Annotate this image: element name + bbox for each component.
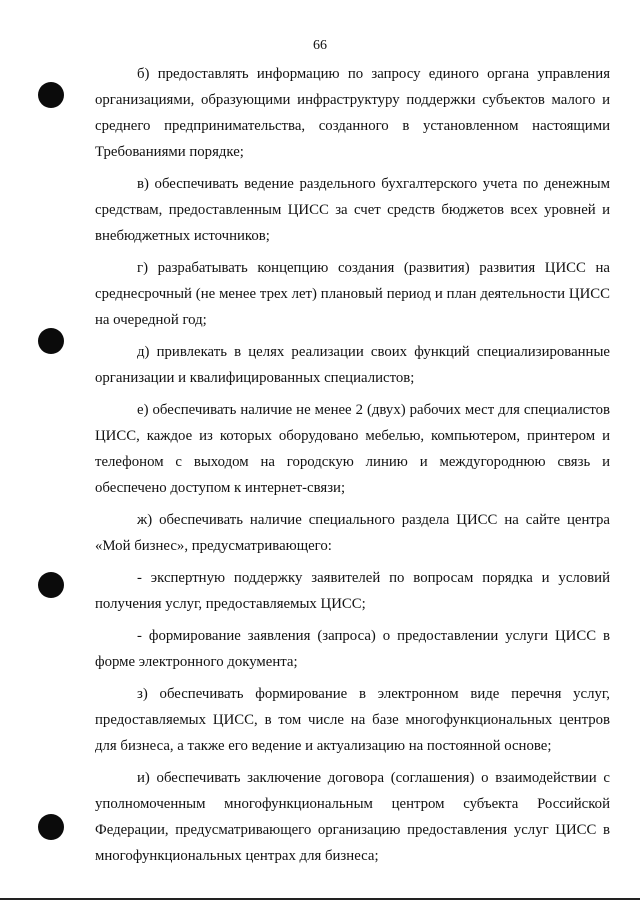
document-body — [95, 61, 610, 869]
paragraph-z: з) обеспечивать формирование в электронном виде перечня услуг, предоставляемых ЦИСС, в том числе на базе многофункциональных центров для бизнеса, а также его ведение и актуализацию на постоянной основе; — [95, 686, 610, 754]
paragraph-g: г) разрабатывать концепцию создания (развития) развития ЦИСС на среднесрочный (не менее трех лет) плановый период и план деятельности ЦИСС на очередной год; — [95, 260, 610, 328]
punch-hole-mark — [38, 814, 64, 840]
paragraph-d: д) привлекать в целях реализации своих функций специализированные организации и квалифицированных специалистов; — [95, 344, 610, 386]
page-bottom-edge — [0, 898, 640, 900]
list-item-electronic-application: - формирование заявления (запроса) о предоставлении услуги ЦИСС в форме электронного документа; — [95, 628, 610, 670]
punch-hole-mark — [38, 328, 64, 354]
list-item-expert-support: - экспертную поддержку заявителей по вопросам порядка и условий получения услуг, предоставляемых ЦИСС; — [95, 570, 610, 612]
paragraph-zh: ж) обеспечивать наличие специального раздела ЦИСС на сайте центра «Мой бизнес», предусматривающего: — [95, 512, 610, 554]
paragraph-v: в) обеспечивать ведение раздельного бухгалтерского учета по денежным средствам, предоставленным ЦИСС за счет средств бюджетов всех уровней и внебюджетных источников; — [95, 176, 610, 244]
paragraph-b: б) предоставлять информацию по запросу единого органа управления организациями, образующими инфраструктуру поддержки субъектов малого и среднего предпринимательства, созданного в установленном настоящими Требованиями порядке; — [95, 66, 610, 160]
paragraph-i: и) обеспечивать заключение договора (соглашения) о взаимодействии с уполномоченным многофункциональным центром субъекта Российской Федерации, предусматривающего организацию предоставления услуг ЦИСС в многофункциональных центрах для бизнеса; — [95, 770, 610, 864]
page-number: 66 — [313, 38, 327, 53]
punch-hole-mark — [38, 572, 64, 598]
punch-hole-mark — [38, 82, 64, 108]
paragraph-e: е) обеспечивать наличие не менее 2 (двух) рабочих мест для специалистов ЦИСС, каждое из которых оборудовано мебелью, компьютером, принтером и телефоном с выходом на городскую линию и междугороднюю связь и обеспечено доступом к интернет-связи; — [95, 402, 610, 496]
